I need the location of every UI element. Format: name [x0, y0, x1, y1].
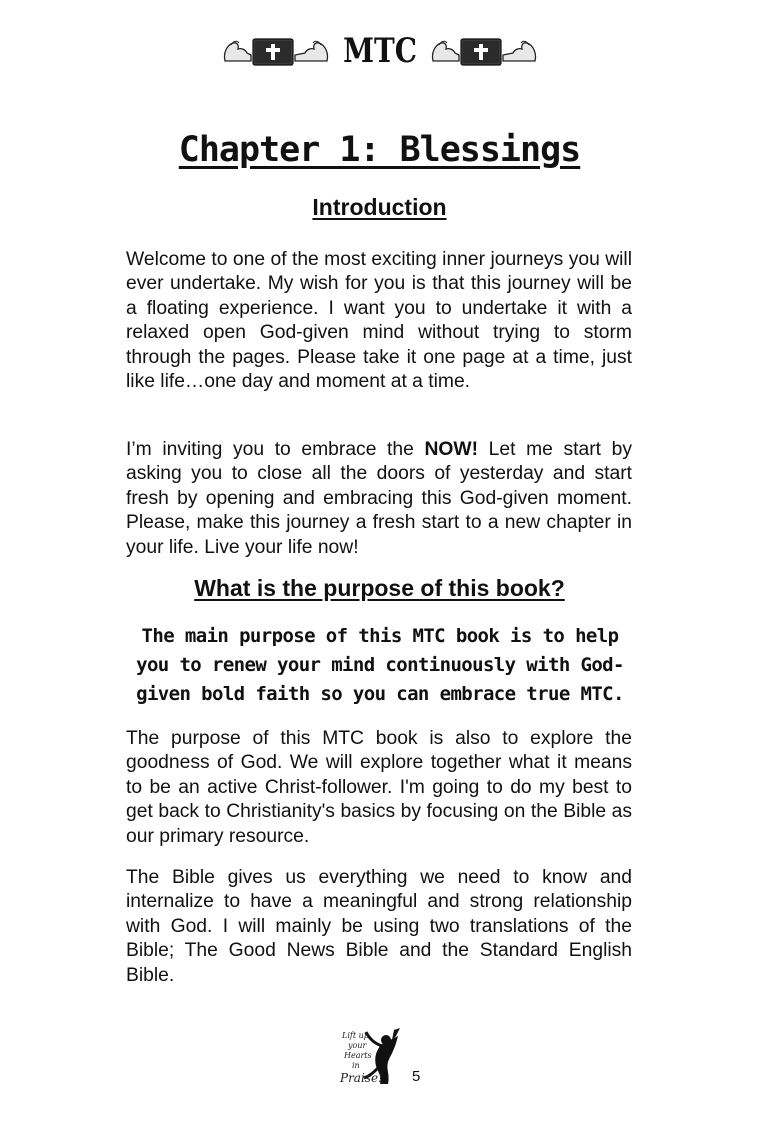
purpose-paragraph-1: The purpose of this MTC book is also to explore the goodness of God. We will explore together what it means to be an active Christ-follower. I'm going to do my best to get back to Christianity's basics by focusing on the Bible as our primary resource.: [126, 728, 632, 847]
flexed-arms-bible-icon: [221, 31, 331, 71]
svg-text:Hearts: Hearts: [344, 1051, 372, 1060]
purpose-paragraph-2: The Bible gives us everything we need to know and internalize to have a meaningful and strong relationship with God. I will mainly be using two translations of the Bible; The Good News Bible and the Standard English Bible.: [126, 867, 632, 986]
footer-logo: [336, 1026, 426, 1090]
introduction-paragraph-2-start: I’m inviting you to embrace the: [126, 439, 425, 460]
purpose-heading: What is the purpose of this book?: [194, 575, 565, 601]
svg-text:Praise!: Praise!: [340, 1071, 383, 1085]
header-title: MTC: [342, 31, 417, 71]
introduction-paragraph-2-end: Let me start by asking you to close all the doors of yesterday and start fresh by opening and embracing this God-given moment. Please, make this journey a fresh start to a new chapter in your life. Live your life now!: [126, 439, 632, 558]
flexed-arms-bible-icon: [429, 31, 539, 71]
header-ornament-left: [221, 31, 331, 71]
svg-text:Lift up: Lift up: [342, 1031, 369, 1040]
introduction-heading: Introduction: [312, 194, 447, 220]
introduction-paragraph-2: [126, 438, 632, 560]
introduction-paragraph-1: Welcome to one of the most exciting inner journeys you will ever undertake. My wish for you is that this journey will be a floating experience. I want you to undertake it with a relaxed open God-given mind without trying to storm through the pages. Please take it one page at a time, just like life…one day and moment at a time.: [126, 249, 632, 393]
page-number: 5: [412, 1068, 421, 1085]
chapter-title: Chapter 1: Blessings: [178, 130, 581, 170]
svg-text:in: in: [352, 1061, 360, 1070]
svg-text:your: your: [348, 1041, 367, 1050]
purpose-callout: The main purpose of this MTC book is to help you to renew your mind continuously with God-given bold faith so you can embrace true MTC.: [136, 625, 624, 705]
now-emphasis: NOW!: [424, 439, 479, 460]
page-header: [0, 26, 759, 76]
header-ornament-right: [429, 31, 539, 71]
